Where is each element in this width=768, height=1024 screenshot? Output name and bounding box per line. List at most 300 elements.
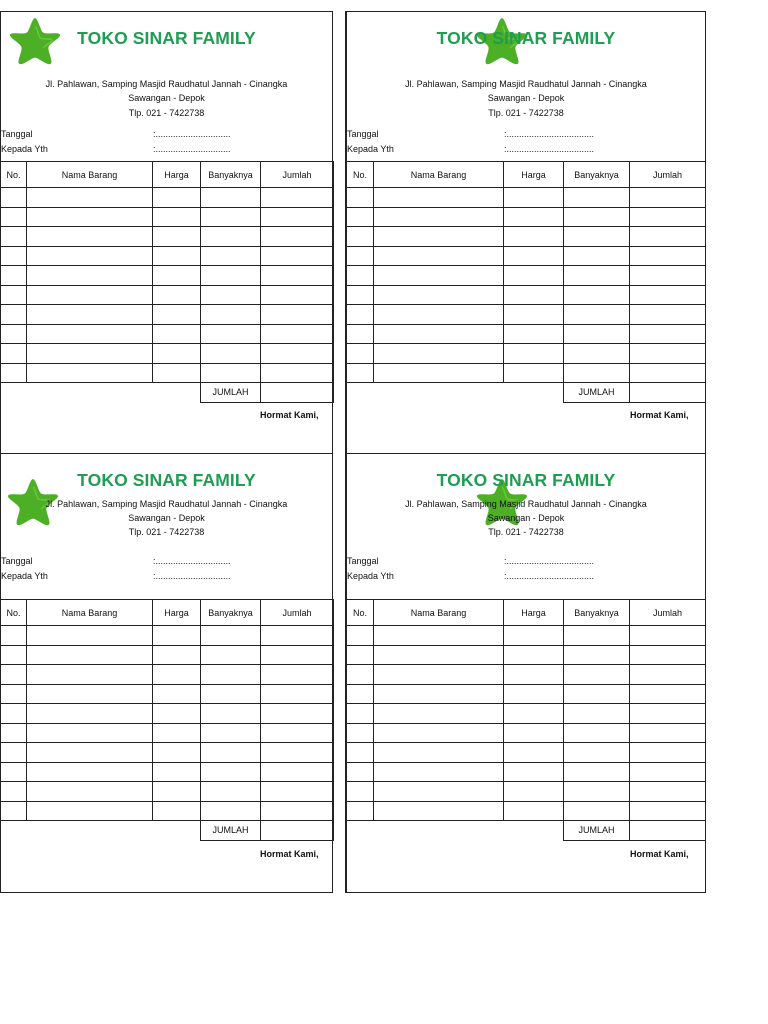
total-row (347, 383, 706, 403)
table-cell[interactable] (347, 704, 374, 724)
table-cell[interactable] (261, 227, 334, 247)
table-cell[interactable] (1, 645, 27, 665)
column-header: Jumlah (630, 600, 706, 626)
table-cell[interactable] (630, 782, 706, 802)
table-row (347, 704, 706, 724)
table-cell[interactable] (374, 188, 504, 208)
table-row (347, 324, 706, 344)
table-cell[interactable] (1, 743, 27, 763)
field-tanggal-blank[interactable]: :.............................. (153, 129, 231, 139)
store-address-line1: Jl. Pahlawan, Samping Masjid Raudhatul Jannah - Cinangka (45, 499, 288, 509)
table-header-row (1, 162, 334, 188)
table-cell[interactable] (630, 704, 706, 724)
total-label: JUMLAH (201, 383, 261, 403)
table-cell[interactable] (630, 266, 706, 286)
table-cell[interactable] (27, 665, 153, 685)
table-cell[interactable] (504, 743, 564, 763)
table-cell[interactable] (374, 684, 504, 704)
table-cell[interactable] (261, 344, 334, 364)
table-row (347, 645, 706, 665)
table-cell[interactable] (630, 743, 706, 763)
table-row (1, 363, 334, 383)
table-cell[interactable] (630, 363, 706, 383)
table-cell[interactable] (27, 266, 153, 286)
table-cell[interactable] (261, 782, 334, 802)
table-cell[interactable] (201, 782, 261, 802)
table-cell[interactable] (374, 723, 504, 743)
table-cell[interactable] (261, 188, 334, 208)
table-row (1, 743, 334, 763)
table-cell[interactable] (27, 704, 153, 724)
table-cell[interactable] (564, 645, 630, 665)
table-cell[interactable] (374, 704, 504, 724)
receipt-3 (0, 453, 333, 894)
table-cell[interactable] (347, 684, 374, 704)
table-cell[interactable] (1, 227, 27, 247)
table-cell[interactable] (153, 305, 201, 325)
table-cell[interactable] (201, 762, 261, 782)
table-cell[interactable] (374, 285, 504, 305)
table-cell[interactable] (201, 665, 261, 685)
field-tanggal-blank[interactable]: :................................... (504, 129, 595, 139)
table-row (1, 723, 334, 743)
table-cell[interactable] (347, 743, 374, 763)
table-cell[interactable] (27, 684, 153, 704)
table-cell[interactable] (347, 782, 374, 802)
store-address-line2: Sawangan - Depok (128, 93, 205, 103)
table-cell[interactable] (564, 684, 630, 704)
column-header: Banyaknya (201, 600, 261, 626)
table-cell[interactable] (201, 723, 261, 743)
table-row (347, 266, 706, 286)
table-cell[interactable] (564, 723, 630, 743)
table-cell[interactable] (564, 782, 630, 802)
total-value-cell[interactable] (630, 383, 706, 403)
table-cell[interactable] (1, 801, 27, 821)
total-row (347, 821, 706, 841)
field-tanggal-blank[interactable]: :.............................. (153, 556, 231, 566)
table-cell[interactable] (27, 246, 153, 266)
table-cell[interactable] (153, 743, 201, 763)
table-row (347, 285, 706, 305)
table-cell[interactable] (564, 305, 630, 325)
table-cell[interactable] (630, 723, 706, 743)
column-header: No. (347, 162, 374, 188)
table-row (347, 782, 706, 802)
table-cell[interactable] (564, 363, 630, 383)
store-address-line1: Jl. Pahlawan, Samping Masjid Raudhatul Jannah - Cinangka (405, 79, 647, 89)
table-row (347, 723, 706, 743)
table-cell[interactable] (261, 801, 334, 821)
table-cell[interactable] (201, 684, 261, 704)
signature-label: Hormat Kami, (260, 849, 319, 859)
table-row (347, 762, 706, 782)
table-cell[interactable] (261, 626, 334, 646)
table-cell[interactable] (261, 207, 334, 227)
table-cell[interactable] (261, 665, 334, 685)
table-cell[interactable] (374, 266, 504, 286)
table-cell[interactable] (374, 743, 504, 763)
table-row (1, 665, 334, 685)
table-cell[interactable] (630, 188, 706, 208)
table-cell[interactable] (1, 684, 27, 704)
total-value-cell[interactable] (630, 821, 706, 841)
table-cell[interactable] (374, 645, 504, 665)
table-cell[interactable] (27, 324, 153, 344)
column-header: Nama Barang (27, 162, 153, 188)
table-cell[interactable] (564, 246, 630, 266)
table-cell[interactable] (153, 782, 201, 802)
table-cell[interactable] (374, 305, 504, 325)
table-cell[interactable] (374, 344, 504, 364)
table-cell[interactable] (1, 363, 27, 383)
table-row (1, 704, 334, 724)
table-row (1, 188, 334, 208)
table-row (347, 188, 706, 208)
table-cell[interactable] (201, 626, 261, 646)
column-header: No. (347, 600, 374, 626)
store-address-line2: Sawangan - Depok (128, 513, 205, 523)
field-tanggal-label: Tanggal (1, 129, 33, 139)
column-divider (332, 11, 346, 893)
table-cell[interactable] (27, 723, 153, 743)
table-cell[interactable] (27, 645, 153, 665)
table-cell[interactable] (630, 246, 706, 266)
table-row (347, 665, 706, 685)
table-cell[interactable] (564, 743, 630, 763)
table-cell[interactable] (564, 266, 630, 286)
table-row (1, 626, 334, 646)
total-value-cell[interactable] (261, 383, 334, 403)
table-cell[interactable] (27, 207, 153, 227)
table-row (1, 684, 334, 704)
table-cell[interactable] (504, 227, 564, 247)
table-cell[interactable] (374, 801, 504, 821)
table-cell[interactable] (153, 285, 201, 305)
field-kepada-label: Kepada Yth (1, 571, 48, 581)
table-cell[interactable] (1, 665, 27, 685)
table-cell[interactable] (564, 704, 630, 724)
table-cell[interactable] (153, 626, 201, 646)
table-cell[interactable] (564, 344, 630, 364)
table-cell[interactable] (630, 324, 706, 344)
table-cell[interactable] (347, 207, 374, 227)
items-table (0, 161, 334, 403)
table-cell[interactable] (504, 305, 564, 325)
table-cell[interactable] (630, 645, 706, 665)
table-row (1, 285, 334, 305)
table-cell[interactable] (347, 266, 374, 286)
table-cell[interactable] (153, 645, 201, 665)
table-cell[interactable] (504, 762, 564, 782)
table-cell[interactable] (261, 305, 334, 325)
table-cell[interactable] (504, 782, 564, 802)
column-header: Jumlah (630, 162, 706, 188)
table-cell[interactable] (153, 665, 201, 685)
table-header-row (1, 600, 334, 626)
table-cell[interactable] (630, 684, 706, 704)
table-cell[interactable] (261, 762, 334, 782)
table-cell[interactable] (201, 645, 261, 665)
table-cell[interactable] (504, 344, 564, 364)
store-phone: Tlp. 021 - 7422738 (128, 108, 205, 118)
table-cell[interactable] (347, 645, 374, 665)
table-cell[interactable] (564, 665, 630, 685)
table-cell[interactable] (374, 227, 504, 247)
table-cell[interactable] (153, 684, 201, 704)
table-cell[interactable] (201, 227, 261, 247)
table-cell[interactable] (374, 207, 504, 227)
table-cell[interactable] (564, 207, 630, 227)
field-kepada-label: Kepada Yth (1, 144, 48, 154)
table-cell[interactable] (1, 266, 27, 286)
table-cell[interactable] (630, 207, 706, 227)
table-cell[interactable] (153, 723, 201, 743)
table-row (347, 363, 706, 383)
table-cell[interactable] (564, 762, 630, 782)
table-cell[interactable] (1, 782, 27, 802)
table-cell[interactable] (1, 324, 27, 344)
table-cell[interactable] (1, 188, 27, 208)
table-cell[interactable] (630, 801, 706, 821)
table-cell[interactable] (374, 782, 504, 802)
table-cell[interactable] (201, 188, 261, 208)
field-kepada-label: Kepada Yth (347, 144, 394, 154)
table-cell[interactable] (27, 188, 153, 208)
field-kepada-label: Kepada Yth (347, 571, 394, 581)
table-cell[interactable] (153, 363, 201, 383)
table-cell[interactable] (504, 626, 564, 646)
table-cell[interactable] (347, 285, 374, 305)
table-cell[interactable] (630, 285, 706, 305)
table-cell[interactable] (261, 363, 334, 383)
table-cell[interactable] (374, 363, 504, 383)
column-header: Nama Barang (27, 600, 153, 626)
table-cell[interactable] (374, 246, 504, 266)
table-cell[interactable] (504, 188, 564, 208)
table-cell[interactable] (27, 363, 153, 383)
column-header: No. (1, 600, 27, 626)
table-cell[interactable] (261, 285, 334, 305)
table-cell[interactable] (347, 762, 374, 782)
table-cell[interactable] (347, 665, 374, 685)
table-cell[interactable] (27, 626, 153, 646)
table-cell[interactable] (504, 684, 564, 704)
column-header: Banyaknya (564, 162, 630, 188)
column-header: Jumlah (261, 600, 334, 626)
table-row (347, 801, 706, 821)
table-cell[interactable] (504, 665, 564, 685)
table-cell[interactable] (504, 207, 564, 227)
table-row (1, 782, 334, 802)
table-cell[interactable] (504, 723, 564, 743)
table-cell[interactable] (347, 344, 374, 364)
table-cell[interactable] (153, 246, 201, 266)
table-cell[interactable] (504, 363, 564, 383)
table-cell[interactable] (1, 344, 27, 364)
table-row (347, 207, 706, 227)
items-table (346, 161, 706, 403)
receipt-4 (346, 453, 706, 894)
table-cell[interactable] (261, 266, 334, 286)
table-cell[interactable] (153, 227, 201, 247)
table-row (347, 344, 706, 364)
table-cell[interactable] (27, 743, 153, 763)
total-row (1, 821, 334, 841)
table-cell[interactable] (201, 344, 261, 364)
items-table (0, 599, 334, 841)
table-cell[interactable] (347, 305, 374, 325)
total-label: JUMLAH (564, 821, 630, 841)
table-cell[interactable] (153, 207, 201, 227)
table-cell[interactable] (201, 246, 261, 266)
table-cell[interactable] (201, 324, 261, 344)
field-kepada-blank[interactable]: :.............................. (153, 571, 231, 581)
total-row (1, 383, 334, 403)
table-header-row (347, 162, 706, 188)
store-address-line1: Jl. Pahlawan, Samping Masjid Raudhatul Jannah - Cinangka (45, 79, 288, 89)
table-cell[interactable] (504, 801, 564, 821)
field-kepada-blank[interactable]: :................................... (504, 144, 595, 154)
column-header: No. (1, 162, 27, 188)
field-kepada-blank[interactable]: :.............................. (153, 144, 231, 154)
table-cell[interactable] (347, 363, 374, 383)
total-row-spacer (347, 383, 564, 403)
table-cell[interactable] (1, 704, 27, 724)
table-cell[interactable] (201, 363, 261, 383)
table-cell[interactable] (504, 324, 564, 344)
table-cell[interactable] (201, 743, 261, 763)
table-cell[interactable] (630, 305, 706, 325)
table-cell[interactable] (1, 723, 27, 743)
store-phone: Tlp. 021 - 7422738 (128, 527, 205, 537)
table-cell[interactable] (201, 704, 261, 724)
store-phone: Tlp. 021 - 7422738 (488, 527, 564, 537)
table-cell[interactable] (347, 324, 374, 344)
table-cell[interactable] (347, 723, 374, 743)
table-cell[interactable] (153, 762, 201, 782)
table-cell[interactable] (261, 684, 334, 704)
column-header: Harga (153, 600, 201, 626)
table-cell[interactable] (504, 266, 564, 286)
table-cell[interactable] (153, 188, 201, 208)
table-cell[interactable] (347, 227, 374, 247)
table-row (1, 762, 334, 782)
table-cell[interactable] (201, 285, 261, 305)
total-row-spacer (1, 383, 201, 403)
table-cell[interactable] (630, 626, 706, 646)
table-cell[interactable] (201, 305, 261, 325)
table-cell[interactable] (27, 285, 153, 305)
table-cell[interactable] (153, 266, 201, 286)
table-cell[interactable] (261, 743, 334, 763)
total-label: JUMLAH (201, 821, 261, 841)
field-tanggal-label: Tanggal (347, 556, 379, 566)
table-cell[interactable] (1, 762, 27, 782)
table-cell[interactable] (630, 762, 706, 782)
table-cell[interactable] (27, 782, 153, 802)
table-row (347, 626, 706, 646)
table-cell[interactable] (153, 344, 201, 364)
store-name: TOKO SINAR FAMILY (436, 470, 616, 490)
table-cell[interactable] (1, 305, 27, 325)
store-address-line2: Sawangan - Depok (487, 93, 565, 103)
table-row (1, 645, 334, 665)
table-cell[interactable] (374, 324, 504, 344)
table-cell[interactable] (27, 227, 153, 247)
table-cell[interactable] (261, 246, 334, 266)
table-cell[interactable] (153, 801, 201, 821)
table-cell[interactable] (630, 227, 706, 247)
field-kepada-blank[interactable]: :................................... (504, 571, 595, 581)
table-row (1, 801, 334, 821)
table-cell[interactable] (564, 801, 630, 821)
table-cell[interactable] (261, 704, 334, 724)
table-cell[interactable] (564, 626, 630, 646)
table-cell[interactable] (504, 246, 564, 266)
table-cell[interactable] (261, 324, 334, 344)
table-cell[interactable] (564, 324, 630, 344)
field-tanggal-blank[interactable]: :................................... (504, 556, 595, 566)
table-row (1, 305, 334, 325)
table-cell[interactable] (564, 188, 630, 208)
table-cell[interactable] (201, 207, 261, 227)
table-cell[interactable] (374, 626, 504, 646)
table-cell[interactable] (27, 801, 153, 821)
store-address-line1: Jl. Pahlawan, Samping Masjid Raudhatul Jannah - Cinangka (405, 499, 647, 509)
signature-label: Hormat Kami, (260, 410, 319, 420)
table-cell[interactable] (1, 626, 27, 646)
table-cell[interactable] (201, 266, 261, 286)
table-cell[interactable] (261, 645, 334, 665)
table-cell[interactable] (347, 801, 374, 821)
table-cell[interactable] (564, 227, 630, 247)
store-address-line2: Sawangan - Depok (487, 513, 565, 523)
table-cell[interactable] (504, 285, 564, 305)
table-cell[interactable] (374, 665, 504, 685)
receipt-1 (0, 11, 333, 452)
table-cell[interactable] (27, 305, 153, 325)
table-cell[interactable] (347, 626, 374, 646)
table-cell[interactable] (1, 285, 27, 305)
signature-label: Hormat Kami, (630, 849, 689, 859)
table-row (347, 743, 706, 763)
table-cell[interactable] (1, 207, 27, 227)
field-tanggal-label: Tanggal (347, 129, 379, 139)
table-cell[interactable] (347, 188, 374, 208)
table-cell[interactable] (347, 246, 374, 266)
table-cell[interactable] (504, 704, 564, 724)
store-name: TOKO SINAR FAMILY (436, 28, 616, 48)
column-header: Nama Barang (374, 600, 504, 626)
table-cell[interactable] (564, 285, 630, 305)
table-cell[interactable] (201, 801, 261, 821)
table-cell[interactable] (630, 344, 706, 364)
table-cell[interactable] (27, 762, 153, 782)
table-cell[interactable] (504, 645, 564, 665)
table-row (347, 305, 706, 325)
table-cell[interactable] (153, 324, 201, 344)
table-cell[interactable] (374, 762, 504, 782)
table-cell[interactable] (27, 344, 153, 364)
total-value-cell[interactable] (261, 821, 334, 841)
table-cell[interactable] (630, 665, 706, 685)
table-cell[interactable] (261, 723, 334, 743)
table-cell[interactable] (153, 704, 201, 724)
column-header: Harga (504, 600, 564, 626)
total-row-spacer (347, 821, 564, 841)
table-cell[interactable] (1, 246, 27, 266)
